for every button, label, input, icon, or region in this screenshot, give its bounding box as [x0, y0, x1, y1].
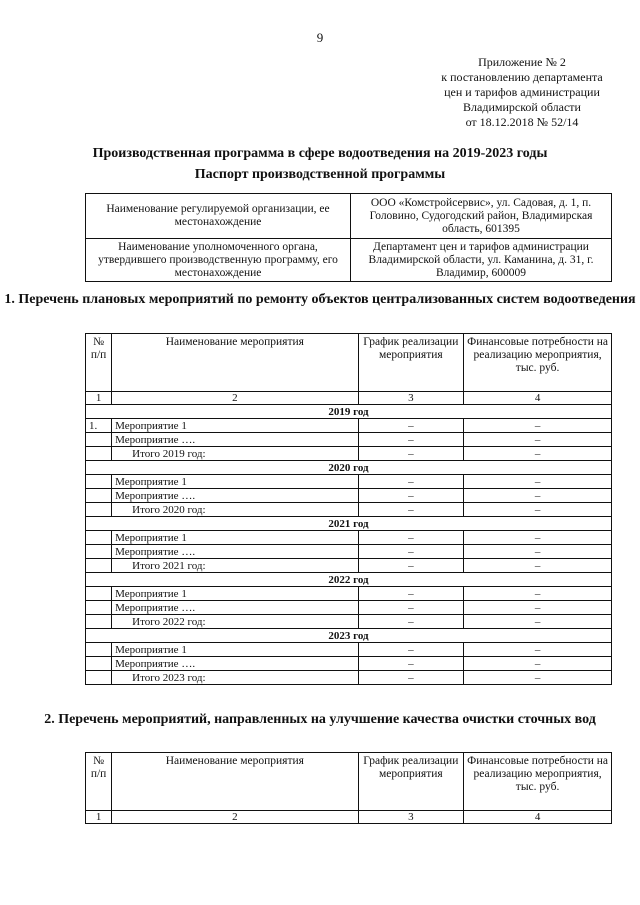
row-num: 1.: [86, 419, 112, 433]
row-num: [86, 601, 112, 615]
row-num: [86, 545, 112, 559]
page-number: 9: [316, 30, 324, 45]
row-num: [86, 531, 112, 545]
appendix-line: Владимирской области: [463, 100, 581, 114]
row-schedule: –: [358, 559, 464, 573]
row-finance: –: [464, 447, 612, 461]
header-schedule: График реализации мероприятия: [358, 753, 464, 811]
year-label: 2021 год: [86, 517, 612, 531]
table-row: [86, 601, 612, 615]
main-title: Производственная программа в сфере водоотведения на 2019-2023 годы: [92, 146, 548, 161]
row-num: [86, 447, 112, 461]
table-row: [86, 489, 612, 503]
column-number: 4: [464, 811, 612, 824]
appendix-line: Приложение № 2: [478, 55, 566, 69]
header-finance: Финансовые потребности на реализацию мероприятия, тыс. руб.: [464, 334, 612, 392]
row-name: Мероприятие ….: [112, 601, 358, 615]
row-schedule: –: [358, 419, 464, 433]
row-name: Мероприятие 1: [112, 475, 358, 489]
year-row: [86, 461, 612, 475]
appendix-line: к постановлению департамента: [441, 70, 603, 84]
table-row: [86, 559, 612, 573]
row-name: Мероприятие ….: [112, 545, 358, 559]
passport-label: Наименование уполномоченного органа, утвердившего производственную программу, его местонахождение: [86, 239, 351, 282]
row-finance: –: [464, 559, 612, 573]
row-name: Мероприятие 1: [112, 419, 358, 433]
repair-measures-table: [85, 333, 612, 685]
row-name: Итого 2021 год:: [112, 559, 358, 573]
column-number: 3: [358, 392, 464, 405]
row-finance: –: [464, 545, 612, 559]
row-finance: –: [464, 531, 612, 545]
row-name: Мероприятие 1: [112, 643, 358, 657]
row-num: [86, 489, 112, 503]
year-label: 2022 год: [86, 573, 612, 587]
passport-value: Департамент цен и тарифов администрации Владимирской области, ул. Каманина, д. 31, г. Владимир, 600009: [351, 239, 612, 282]
column-number: 4: [464, 392, 612, 405]
table-row: [86, 531, 612, 545]
row-schedule: –: [358, 657, 464, 671]
header-num: № п/п: [86, 334, 112, 392]
row-finance: –: [464, 601, 612, 615]
column-number: 1: [86, 392, 112, 405]
column-numbers-row: [86, 811, 612, 824]
appendix-line: от 18.12.2018 № 52/14: [465, 115, 579, 129]
table-row: [86, 657, 612, 671]
row-num: [86, 503, 112, 517]
row-num: [86, 615, 112, 629]
column-number: 1: [86, 811, 112, 824]
table-row: [86, 503, 612, 517]
table-row: [86, 545, 612, 559]
row-name: Мероприятие ….: [112, 433, 358, 447]
passport-row: [86, 194, 612, 239]
row-schedule: –: [358, 531, 464, 545]
row-finance: –: [464, 587, 612, 601]
row-name: Итого 2019 год:: [112, 447, 358, 461]
header-num: № п/п: [86, 753, 112, 811]
table-row: [86, 419, 612, 433]
table-header-row: [86, 753, 612, 811]
column-number: 2: [112, 811, 358, 824]
year-row: [86, 573, 612, 587]
header-name: Наименование мероприятия: [112, 334, 358, 392]
row-num: [86, 475, 112, 489]
year-row: [86, 517, 612, 531]
row-finance: –: [464, 643, 612, 657]
column-number: 2: [112, 392, 358, 405]
appendix-line: цен и тарифов администрации: [444, 85, 600, 99]
table-row: [86, 447, 612, 461]
row-schedule: –: [358, 489, 464, 503]
row-num: [86, 671, 112, 685]
year-label: 2023 год: [86, 629, 612, 643]
row-num: [86, 433, 112, 447]
row-schedule: –: [358, 475, 464, 489]
table-row: [86, 587, 612, 601]
row-name: Мероприятие 1: [112, 587, 358, 601]
table-header-row: [86, 334, 612, 392]
row-finance: –: [464, 503, 612, 517]
row-schedule: –: [358, 615, 464, 629]
row-finance: –: [464, 475, 612, 489]
row-name: Мероприятие ….: [112, 489, 358, 503]
table-row: [86, 615, 612, 629]
row-finance: –: [464, 489, 612, 503]
table-row: [86, 671, 612, 685]
passport-row: [86, 239, 612, 282]
year-label: 2020 год: [86, 461, 612, 475]
row-schedule: –: [358, 601, 464, 615]
row-schedule: –: [358, 503, 464, 517]
section1-title: 1. Перечень плановых мероприятий по ремонту объектов централизованных систем водоотведения: [4, 292, 636, 307]
row-finance: –: [464, 671, 612, 685]
treatment-measures-table: [85, 752, 612, 824]
passport-label: Наименование регулируемой организации, ее местонахождение: [86, 194, 351, 239]
year-label: 2019 год: [86, 405, 612, 419]
passport-title: Паспорт производственной программы: [194, 167, 446, 182]
row-finance: –: [464, 657, 612, 671]
header-schedule: График реализации мероприятия: [358, 334, 464, 392]
header-finance: Финансовые потребности на реализацию мероприятия, тыс. руб.: [464, 753, 612, 811]
row-name: Мероприятие ….: [112, 657, 358, 671]
table-row: [86, 643, 612, 657]
row-num: [86, 587, 112, 601]
row-name: Итого 2023 год:: [112, 671, 358, 685]
row-schedule: –: [358, 643, 464, 657]
row-finance: –: [464, 615, 612, 629]
header-name: Наименование мероприятия: [112, 753, 358, 811]
row-num: [86, 643, 112, 657]
row-num: [86, 657, 112, 671]
row-finance: –: [464, 433, 612, 447]
row-num: [86, 559, 112, 573]
section2-title: 2. Перечень мероприятий, направленных на улучшение качества очистки сточных вод: [44, 712, 596, 727]
column-numbers-row: [86, 392, 612, 405]
table-row: [86, 475, 612, 489]
row-schedule: –: [358, 587, 464, 601]
year-row: [86, 629, 612, 643]
passport-table: [85, 193, 612, 282]
row-finance: –: [464, 419, 612, 433]
row-schedule: –: [358, 433, 464, 447]
row-schedule: –: [358, 545, 464, 559]
appendix-note: [432, 55, 612, 130]
year-row: [86, 405, 612, 419]
row-name: Итого 2022 год:: [112, 615, 358, 629]
row-name: Итого 2020 год:: [112, 503, 358, 517]
row-schedule: –: [358, 671, 464, 685]
passport-value: ООО «Комстройсервис», ул. Садовая, д. 1, п. Головино, Судогодский район, Владимирская область, 601395: [351, 194, 612, 239]
row-schedule: –: [358, 447, 464, 461]
table-row: [86, 433, 612, 447]
column-number: 3: [358, 811, 464, 824]
row-name: Мероприятие 1: [112, 531, 358, 545]
